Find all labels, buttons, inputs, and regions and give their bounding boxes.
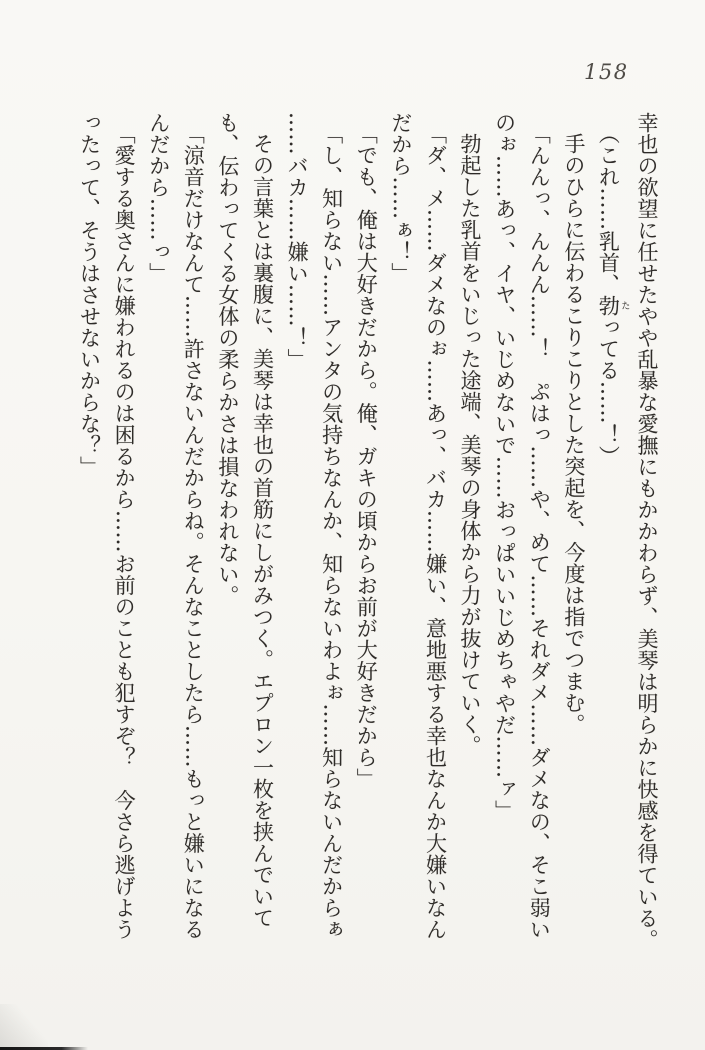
text-line: 「ダ、メ……ダメなのぉ……あっ、バカ……嫌い、意地悪する幸也なんか大嫌いなん xyxy=(423,123,448,940)
text-line: 「でも、俺は大好きだから。俺、ガキの頃からお前が大好きだから」 xyxy=(354,123,379,790)
furigana-ruby: 勃 た xyxy=(596,295,630,317)
scan-smudge-artifact xyxy=(0,1004,48,1050)
page-number: 158 xyxy=(584,60,629,84)
text-line: （これ……乳首、勃 たってる……！） xyxy=(596,123,630,467)
text-line: ったって、そうはさせないからな？」 xyxy=(77,112,102,478)
text-line: 手のひらに伝わるこりこりとした突起を、今度は指でつまむ。 xyxy=(561,133,586,735)
page-text xyxy=(74,112,664,978)
text-line: だから……ぁ！」 xyxy=(388,112,413,284)
text-line: 「愛する奥さんに嫌われるのは困るから……お前のことも犯すぞ？ 今さら逃げよう xyxy=(112,123,137,940)
text-line: 「んんっ、んんん……！ ぷはっ……や、めて……それダメ……ダメなの、そこ弱い xyxy=(527,123,552,940)
text-line: んだから……っ」 xyxy=(146,112,171,284)
text-line: その言葉とは裏腹に、美琴は幸也の首筋にしがみつく。エプロン一枚を挟んでいて xyxy=(250,133,275,929)
text-line: ……バカ……嫌い……！」 xyxy=(285,112,310,370)
text-line: 勃起した乳首をいじった途端、美琴の身体から力が抜けていく。 xyxy=(458,133,483,757)
text-line: 「涼音だけなんて……許さないんだからね。そんなことしたら……もっと嫌いになる xyxy=(181,123,206,940)
text-line: 幸也の欲望に任せたやや乱暴な愛撫にもかかわらず、美琴は明らかに快感を得ている。 xyxy=(635,112,659,951)
text-line: 「し、知らない……アンタの気持ちなんか、知らないわよぉ……知らないんだからぁ xyxy=(319,123,344,940)
text-line: のぉ……あっ、イヤ、いじめないで……おっぱいいじめちゃやだ……ァ」 xyxy=(492,112,517,822)
text-line: も、伝わってくる女体の柔らかさは損なわれない。 xyxy=(215,112,240,607)
